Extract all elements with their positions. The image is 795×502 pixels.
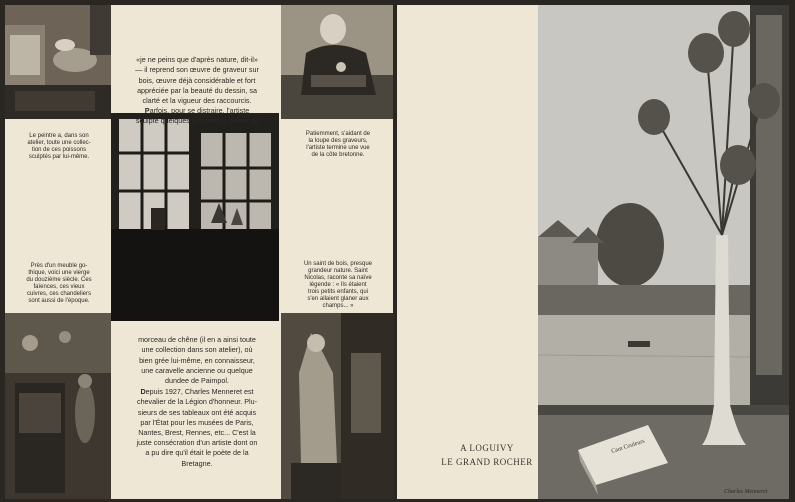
- photo-fish-sculptures: [5, 5, 111, 119]
- dropcap-d: D: [140, 387, 146, 397]
- body-text-bottom-2: [117, 377, 277, 469]
- body-text-top-p1: «je ne peins que d'après nature, dit-il» — il reprend son œuvre de graveur sur bois, œuvre déjà considérable et fort appréciée par la beauté du dessin, sa clarté et la vigueur des raccourcis.: [135, 55, 259, 106]
- painter-signature: Charles Menneret: [724, 489, 768, 495]
- photo-atelier-windows: [111, 113, 279, 321]
- caption-atelier: Le peintre a, dans son atelier, toute une collec- tion de ces poissons sculptés par lui-même.: [27, 133, 91, 160]
- photo-wooden-saint: [281, 313, 393, 499]
- left-page: [5, 5, 393, 499]
- plate-caption-line1: A LOGUIVY: [460, 443, 514, 453]
- body-text-bottom-p1: morceau de chêne (il en a ainsi toute une collection dans son atelier), où bien grée lui-même, en connaisseur, une caravelle ancienne ou quelque dundee de Paimpol.: [138, 335, 256, 386]
- right-page: [397, 5, 789, 499]
- plate-caption-line2: LE GRAND ROCHER: [441, 457, 533, 467]
- caption-meuble: Près d'un meuble go- thique, voici une vierge du douzième siècle. Ces faïences, ces vieux cuivres, ces chandeliers sont aussi de l'époque.: [26, 263, 92, 304]
- dropcap-p: P: [144, 106, 150, 116]
- body-text-top-2: [117, 96, 277, 127]
- photo-artist-loupe: [281, 5, 393, 119]
- photo-gothic-furniture: [5, 313, 111, 499]
- painting-plate: [538, 5, 789, 499]
- caption-saint: Un saint de bois, presque grandeur nature. Saint Nicolas, raconte sa naïve légende : « Ils étaient trois petits enfants, qui s'en allaient glaner aux champs... »: [303, 261, 373, 309]
- body-text-top-p2: arfois, pour se distraire, l'artiste sculpte quelques poissons à même un: [135, 106, 259, 126]
- book-inscription: Cam Couleurs: [610, 438, 646, 455]
- caption-graveur: Patiemment, s'aidant de la loupe des graveurs, l'artiste termine une vue de la côte bretonne.: [305, 131, 371, 158]
- body-text-bottom-p2: epuis 1927, Charles Menneret est chevalier de la Légion d'honneur. Plu- sieurs de ses tableaux ont été acquis par l'État pour les musées de Paris, Nantes, Brest, Rennes, etc... C'est la juste consécration d'un artiste dont on a pu dire qu'il était le poète de la Bretagne.: [136, 387, 258, 468]
